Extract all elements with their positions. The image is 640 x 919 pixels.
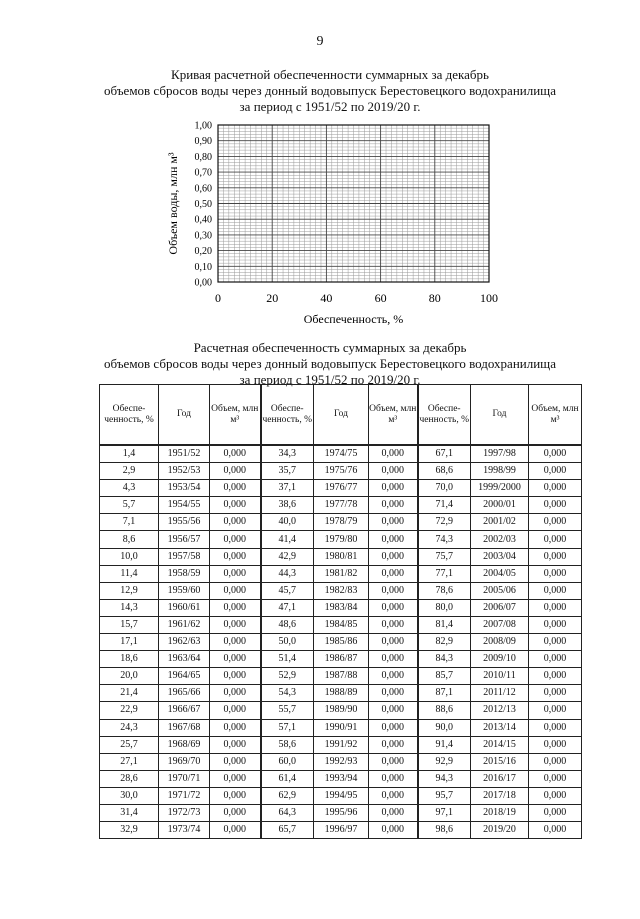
page-number: 9	[316, 34, 324, 49]
year-cell: 2018/19	[471, 804, 529, 821]
volume-cell: 0,000	[529, 565, 582, 582]
provision-cell: 37,1	[261, 480, 314, 497]
volume-cell: 0,000	[210, 565, 261, 582]
table-header-row	[100, 385, 582, 446]
year-cell: 2006/07	[471, 599, 529, 616]
volume-cell: 0,000	[529, 736, 582, 753]
provision-cell: 51,4	[261, 651, 314, 668]
volume-cell: 0,000	[210, 616, 261, 633]
volume-cell: 0,000	[369, 685, 418, 702]
year-cell: 1957/58	[159, 548, 210, 565]
provision-cell: 38,6	[261, 497, 314, 514]
volume-cell: 0,000	[369, 804, 418, 821]
volume-cell: 0,000	[369, 822, 418, 839]
provision-cell: 22,9	[100, 702, 159, 719]
table-body	[100, 445, 582, 839]
provision-cell: 50,0	[261, 634, 314, 651]
provision-cell: 58,6	[261, 736, 314, 753]
year-cell: 1958/59	[159, 565, 210, 582]
year-cell: 1986/87	[314, 651, 369, 668]
volume-cell: 0,000	[210, 582, 261, 599]
volume-cell: 0,000	[210, 497, 261, 514]
provision-table	[99, 384, 582, 839]
table-row	[100, 804, 582, 821]
provision-cell: 2,9	[100, 463, 159, 480]
provision-cell: 54,3	[261, 685, 314, 702]
table-row	[100, 668, 582, 685]
provision-cell: 85,7	[418, 668, 471, 685]
year-cell: 1994/95	[314, 787, 369, 804]
provision-cell: 14,3	[100, 599, 159, 616]
provision-cell: 97,1	[418, 804, 471, 821]
provision-cell: 77,1	[418, 565, 471, 582]
provision-cell: 92,9	[418, 753, 471, 770]
volume-cell: 0,000	[529, 531, 582, 548]
table-title	[60, 340, 600, 388]
year-cell: 1965/66	[159, 685, 210, 702]
year-cell: 2010/11	[471, 668, 529, 685]
volume-cell: 0,000	[529, 582, 582, 599]
year-cell: 2019/20	[471, 822, 529, 839]
x-axis-label: Обеспеченность, %	[303, 312, 404, 326]
provision-cell: 34,3	[261, 445, 314, 463]
provision-curve-chart	[165, 112, 505, 327]
header-year: Год	[471, 385, 529, 446]
year-cell: 2014/15	[471, 736, 529, 753]
volume-cell: 0,000	[210, 463, 261, 480]
year-cell: 1993/94	[314, 770, 369, 787]
volume-cell: 0,000	[529, 770, 582, 787]
provision-cell: 75,7	[418, 548, 471, 565]
year-cell: 1968/69	[159, 736, 210, 753]
provision-cell: 82,9	[418, 634, 471, 651]
volume-cell: 0,000	[369, 445, 418, 463]
provision-cell: 90,0	[418, 719, 471, 736]
year-cell: 1978/79	[314, 514, 369, 531]
year-cell: 1955/56	[159, 514, 210, 531]
year-cell: 1973/74	[159, 822, 210, 839]
provision-cell: 47,1	[261, 599, 314, 616]
volume-cell: 0,000	[529, 822, 582, 839]
provision-cell: 21,4	[100, 685, 159, 702]
year-cell: 1959/60	[159, 582, 210, 599]
year-cell: 2009/10	[471, 651, 529, 668]
year-cell: 2016/17	[471, 770, 529, 787]
provision-cell: 44,3	[261, 565, 314, 582]
provision-cell: 98,6	[418, 822, 471, 839]
volume-cell: 0,000	[210, 651, 261, 668]
provision-cell: 4,3	[100, 480, 159, 497]
volume-cell: 0,000	[529, 480, 582, 497]
volume-cell: 0,000	[210, 480, 261, 497]
year-cell: 1967/68	[159, 719, 210, 736]
provision-cell: 70,0	[418, 480, 471, 497]
volume-cell: 0,000	[369, 651, 418, 668]
provision-cell: 72,9	[418, 514, 471, 531]
year-cell: 2004/05	[471, 565, 529, 582]
provision-cell: 91,4	[418, 736, 471, 753]
provision-cell: 68,6	[418, 463, 471, 480]
volume-cell: 0,000	[369, 702, 418, 719]
year-cell: 2005/06	[471, 582, 529, 599]
year-cell: 1963/64	[159, 651, 210, 668]
year-cell: 1995/96	[314, 804, 369, 821]
table-row	[100, 497, 582, 514]
volume-cell: 0,000	[529, 685, 582, 702]
provision-cell: 84,3	[418, 651, 471, 668]
year-cell: 1987/88	[314, 668, 369, 685]
provision-cell: 71,4	[418, 497, 471, 514]
provision-cell: 40,0	[261, 514, 314, 531]
year-cell: 2017/18	[471, 787, 529, 804]
volume-cell: 0,000	[369, 736, 418, 753]
y-tick-label: 0,20	[194, 246, 212, 258]
year-cell: 1975/76	[314, 463, 369, 480]
volume-cell: 0,000	[529, 497, 582, 514]
volume-cell: 0,000	[529, 668, 582, 685]
volume-cell: 0,000	[210, 719, 261, 736]
table-row	[100, 445, 582, 463]
x-tick-labels	[215, 291, 498, 305]
year-cell: 1969/70	[159, 753, 210, 770]
y-tick-label: 0,90	[194, 136, 212, 148]
table-row	[100, 565, 582, 582]
year-cell: 1990/91	[314, 719, 369, 736]
volume-cell: 0,000	[369, 480, 418, 497]
provision-cell: 48,6	[261, 616, 314, 633]
chart-title-line: за период с 1951/52 по 2019/20 г.	[239, 99, 421, 114]
table-row	[100, 787, 582, 804]
table-row	[100, 531, 582, 548]
year-cell: 1998/99	[471, 463, 529, 480]
volume-cell: 0,000	[210, 787, 261, 804]
year-cell: 2008/09	[471, 634, 529, 651]
provision-cell: 15,7	[100, 616, 159, 633]
chart-title	[60, 67, 600, 115]
volume-cell: 0,000	[529, 719, 582, 736]
volume-cell: 0,000	[529, 651, 582, 668]
year-cell: 1991/92	[314, 736, 369, 753]
table-row	[100, 582, 582, 599]
year-cell: 1974/75	[314, 445, 369, 463]
table-row	[100, 548, 582, 565]
provision-cell: 35,7	[261, 463, 314, 480]
volume-cell: 0,000	[210, 770, 261, 787]
year-cell: 1985/86	[314, 634, 369, 651]
volume-cell: 0,000	[529, 445, 582, 463]
provision-cell: 12,9	[100, 582, 159, 599]
volume-cell: 0,000	[369, 787, 418, 804]
table-row	[100, 514, 582, 531]
volume-cell: 0,000	[210, 822, 261, 839]
provision-cell: 25,7	[100, 736, 159, 753]
volume-cell: 0,000	[369, 565, 418, 582]
volume-cell: 0,000	[210, 599, 261, 616]
provision-cell: 24,3	[100, 719, 159, 736]
provision-cell: 8,6	[100, 531, 159, 548]
volume-cell: 0,000	[369, 770, 418, 787]
year-cell: 1970/71	[159, 770, 210, 787]
volume-cell: 0,000	[529, 787, 582, 804]
provision-cell: 67,1	[418, 445, 471, 463]
year-cell: 1999/2000	[471, 480, 529, 497]
year-cell: 1977/78	[314, 497, 369, 514]
year-cell: 1989/90	[314, 702, 369, 719]
volume-cell: 0,000	[529, 616, 582, 633]
volume-cell: 0,000	[210, 804, 261, 821]
provision-cell: 11,4	[100, 565, 159, 582]
table-row	[100, 616, 582, 633]
year-cell: 2001/02	[471, 514, 529, 531]
year-cell: 2007/08	[471, 616, 529, 633]
volume-cell: 0,000	[529, 514, 582, 531]
volume-cell: 0,000	[369, 753, 418, 770]
volume-cell: 0,000	[210, 548, 261, 565]
volume-cell: 0,000	[529, 548, 582, 565]
header-provision: Обеспе-ченность, %	[418, 385, 471, 446]
volume-cell: 0,000	[529, 804, 582, 821]
provision-cell: 1,4	[100, 445, 159, 463]
table-row	[100, 463, 582, 480]
y-axis-label: Объем воды, млн м³	[166, 152, 180, 255]
x-tick-label: 20	[266, 291, 279, 305]
table-row	[100, 770, 582, 787]
provision-cell: 57,1	[261, 719, 314, 736]
provision-cell: 55,7	[261, 702, 314, 719]
volume-cell: 0,000	[210, 531, 261, 548]
provision-cell: 88,6	[418, 702, 471, 719]
year-cell: 1960/61	[159, 599, 210, 616]
volume-cell: 0,000	[369, 463, 418, 480]
provision-cell: 17,1	[100, 634, 159, 651]
provision-cell: 87,1	[418, 685, 471, 702]
provision-cell: 32,9	[100, 822, 159, 839]
volume-cell: 0,000	[210, 736, 261, 753]
provision-cell: 60,0	[261, 753, 314, 770]
volume-cell: 0,000	[210, 702, 261, 719]
year-cell: 2000/01	[471, 497, 529, 514]
volume-cell: 0,000	[369, 548, 418, 565]
provision-cell: 80,0	[418, 599, 471, 616]
table-row	[100, 719, 582, 736]
year-cell: 2011/12	[471, 685, 529, 702]
volume-cell: 0,000	[210, 685, 261, 702]
volume-cell: 0,000	[210, 445, 261, 463]
header-year: Год	[314, 385, 369, 446]
year-cell: 1952/53	[159, 463, 210, 480]
volume-cell: 0,000	[369, 497, 418, 514]
chart-title-line: Кривая расчетной обеспеченности суммарных за декабрь	[171, 67, 489, 82]
volume-cell: 0,000	[369, 599, 418, 616]
volume-cell: 0,000	[369, 531, 418, 548]
table-row	[100, 822, 582, 839]
provision-cell: 18,6	[100, 651, 159, 668]
year-cell: 1964/65	[159, 668, 210, 685]
year-cell: 1951/52	[159, 445, 210, 463]
provision-cell: 31,4	[100, 804, 159, 821]
x-tick-label: 80	[428, 291, 441, 305]
volume-cell: 0,000	[369, 634, 418, 651]
header-provision: Обеспе-ченность, %	[100, 385, 159, 446]
table-title-line: Расчетная обеспеченность суммарных за декабрь	[193, 340, 467, 355]
year-cell: 2015/16	[471, 753, 529, 770]
y-tick-label: 0,60	[194, 183, 212, 195]
year-cell: 2002/03	[471, 531, 529, 548]
year-cell: 1988/89	[314, 685, 369, 702]
x-tick-label: 0	[215, 291, 221, 305]
provision-cell: 7,1	[100, 514, 159, 531]
volume-cell: 0,000	[529, 753, 582, 770]
table-title-line: объемов сбросов воды через донный водовыпуск Берестовецкого водохранилища	[104, 356, 556, 371]
provision-cell: 62,9	[261, 787, 314, 804]
year-cell: 1979/80	[314, 531, 369, 548]
table-row	[100, 651, 582, 668]
table-row	[100, 599, 582, 616]
provision-cell: 42,9	[261, 548, 314, 565]
year-cell: 1961/62	[159, 616, 210, 633]
header-volume: Объем, млн м³	[369, 385, 418, 446]
provision-cell: 94,3	[418, 770, 471, 787]
year-cell: 1966/67	[159, 702, 210, 719]
volume-cell: 0,000	[210, 634, 261, 651]
header-volume: Объем, млн м³	[210, 385, 261, 446]
provision-cell: 45,7	[261, 582, 314, 599]
provision-cell: 61,4	[261, 770, 314, 787]
year-cell: 2013/14	[471, 719, 529, 736]
table-row	[100, 753, 582, 770]
year-cell: 1981/82	[314, 565, 369, 582]
table-row	[100, 634, 582, 651]
y-tick-label: 0,30	[194, 230, 212, 242]
year-cell: 1996/97	[314, 822, 369, 839]
year-cell: 1984/85	[314, 616, 369, 633]
table-row	[100, 736, 582, 753]
volume-cell: 0,000	[210, 753, 261, 770]
chart-title-line: объемов сбросов воды через донный водовыпуск Берестовецкого водохранилища	[104, 83, 556, 98]
provision-cell: 10,0	[100, 548, 159, 565]
year-cell: 2012/13	[471, 702, 529, 719]
year-cell: 1953/54	[159, 480, 210, 497]
provision-cell: 65,7	[261, 822, 314, 839]
y-tick-label: 0,50	[194, 199, 212, 210]
provision-cell: 5,7	[100, 497, 159, 514]
volume-cell: 0,000	[529, 634, 582, 651]
volume-cell: 0,000	[210, 668, 261, 685]
header-provision: Обеспе-ченность, %	[261, 385, 314, 446]
year-cell: 1997/98	[471, 445, 529, 463]
table-row	[100, 685, 582, 702]
volume-cell: 0,000	[529, 599, 582, 616]
year-cell: 2003/04	[471, 548, 529, 565]
volume-cell: 0,000	[369, 582, 418, 599]
y-tick-label: 1,00	[194, 120, 212, 132]
table-row	[100, 702, 582, 719]
volume-cell: 0,000	[369, 616, 418, 633]
volume-cell: 0,000	[369, 719, 418, 736]
year-cell: 1983/84	[314, 599, 369, 616]
volume-cell: 0,000	[210, 514, 261, 531]
year-cell: 1976/77	[314, 480, 369, 497]
x-tick-label: 40	[320, 291, 333, 305]
x-tick-label: 100	[480, 291, 498, 305]
year-cell: 1982/83	[314, 582, 369, 599]
year-cell: 1992/93	[314, 753, 369, 770]
y-tick-label: 0,40	[194, 214, 212, 226]
volume-cell: 0,000	[369, 514, 418, 531]
y-tick-label: 0,10	[194, 261, 212, 273]
y-tick-label: 0,80	[194, 151, 212, 163]
provision-cell: 27,1	[100, 753, 159, 770]
provision-cell: 20,0	[100, 668, 159, 685]
year-cell: 1980/81	[314, 548, 369, 565]
header-volume: Объем, млн м³	[529, 385, 582, 446]
provision-cell: 30,0	[100, 787, 159, 804]
y-tick-label: 0,70	[194, 167, 212, 179]
provision-cell: 78,6	[418, 582, 471, 599]
year-cell: 1956/57	[159, 531, 210, 548]
volume-cell: 0,000	[529, 702, 582, 719]
provision-cell: 64,3	[261, 804, 314, 821]
provision-cell: 95,7	[418, 787, 471, 804]
volume-cell: 0,000	[529, 463, 582, 480]
y-tick-labels	[195, 121, 213, 289]
provision-cell: 74,3	[418, 531, 471, 548]
table-row	[100, 480, 582, 497]
provision-cell: 81,4	[418, 616, 471, 633]
header-year: Год	[159, 385, 210, 446]
volume-cell: 0,000	[369, 668, 418, 685]
year-cell: 1971/72	[159, 787, 210, 804]
provision-cell: 28,6	[100, 770, 159, 787]
year-cell: 1972/73	[159, 804, 210, 821]
provision-cell: 41,4	[261, 531, 314, 548]
year-cell: 1954/55	[159, 497, 210, 514]
year-cell: 1962/63	[159, 634, 210, 651]
provision-cell: 52,9	[261, 668, 314, 685]
table-title-line: за период с 1951/52 по 2019/20 г.	[239, 372, 421, 387]
x-tick-label: 60	[374, 291, 387, 305]
y-tick-label: 0,00	[194, 277, 212, 289]
